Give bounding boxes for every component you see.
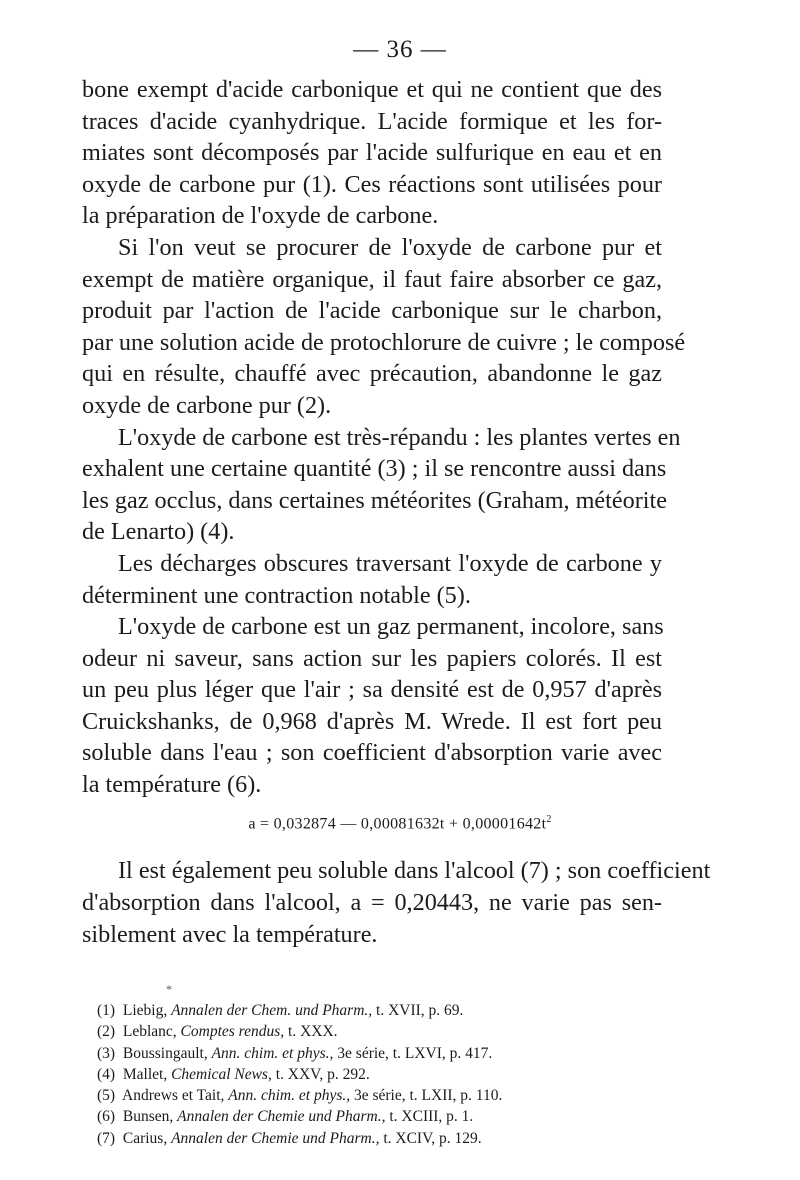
- text-line: oxyde de carbone pur (2).: [82, 391, 332, 419]
- footnote-title: Annalen der Chemie und Pharm.,: [171, 1129, 380, 1147]
- footnote-author: Andrews et Tait,: [122, 1087, 225, 1105]
- footnote-ref: 3e série, t. LXII, p. 110.: [353, 1087, 503, 1105]
- footnote-title: Annalen der Chemie und Pharm.,: [177, 1108, 386, 1126]
- text-line: par une solution acide de protochlorure de cuivre ; le composé: [82, 328, 686, 356]
- footnotes: [97, 1000, 657, 1149]
- text-line: les gaz occlus, dans certaines météorites (Graham, météorite: [82, 486, 667, 514]
- text-line: oxyde de carbone pur (1). Ces réactions sont utilisées pour: [82, 170, 662, 198]
- text-line: Cruickshanks, de 0,968 d'après M. Wrede. Il est fort peu: [82, 707, 662, 735]
- text-line: qui en résulte, chauffé avec précaution, abandonne le gaz: [82, 360, 662, 388]
- text-line: soluble dans l'eau ; son coefficient d'absorption varie avec: [82, 739, 662, 767]
- text-line: exhalent une certaine quantité (3) ; il se rencontre aussi dans: [82, 455, 667, 483]
- footnote-title: Ann. chim. et phys.,: [211, 1044, 334, 1062]
- footnote-author: Mallet,: [122, 1065, 168, 1083]
- text-line: L'oxyde de carbone est un gaz permanent, incolore, sans: [118, 613, 664, 641]
- solubility-formula: [0, 814, 800, 833]
- text-line: bone exempt d'acide carbonique et qui ne contient que des: [82, 76, 662, 103]
- main-text: [82, 74, 686, 801]
- footnote-author: Leblanc,: [122, 1023, 177, 1041]
- footnote-number: (4): [97, 1065, 116, 1083]
- formula-exponent: 2: [546, 814, 552, 825]
- text-line: miates sont décomposés par l'acide sulfurique en eau et en: [82, 139, 662, 167]
- footnote-title: Ann. chim. et phys.,: [228, 1087, 351, 1105]
- footnote-number: (7): [97, 1129, 116, 1147]
- text-line: déterminent une contraction notable (5).: [82, 581, 471, 609]
- paragraph: [82, 422, 681, 548]
- footnote: [97, 1043, 657, 1064]
- footnote-ref: t. XXV, p. 292.: [275, 1065, 370, 1083]
- footnote-author: Carius,: [122, 1129, 168, 1147]
- footnote-ref: t. XXX.: [288, 1023, 338, 1041]
- footnote-title: Annalen der Chem. und Pharm.,: [171, 1002, 373, 1019]
- paragraph: [82, 232, 686, 422]
- footnote-title: Comptes rendus,: [180, 1023, 285, 1041]
- text-line: de Lenarto) (4).: [82, 518, 235, 546]
- text-line: produit par l'action de l'acide carbonique sur le charbon,: [82, 297, 662, 325]
- footnote-author: Bunsen,: [122, 1108, 174, 1126]
- footnote-ref: t. XCIV, p. 129.: [383, 1129, 482, 1147]
- footnote-ref: t. XVII, p. 69.: [376, 1002, 464, 1019]
- footnote-separator-mark: *: [166, 982, 172, 996]
- text-line: L'oxyde de carbone est très-répandu : les plantes vertes en: [118, 423, 681, 451]
- footnote: [97, 1021, 657, 1042]
- footnote-title: Chemical News,: [171, 1065, 272, 1083]
- footnote-ref: t. XCIII, p. 1.: [389, 1108, 474, 1126]
- footnote-number: (5): [97, 1087, 116, 1105]
- paragraph: [82, 74, 662, 232]
- footnote-author: Boussingault,: [122, 1044, 208, 1062]
- paragraph: [82, 548, 662, 611]
- text-line: Il est également peu soluble dans l'alcool (7) ; son coefficient: [118, 857, 711, 884]
- main-text-continued: [82, 855, 711, 951]
- footnote-number: (6): [97, 1108, 116, 1126]
- text-line: un peu plus léger que l'air ; sa densité est de 0,957 d'après: [82, 676, 662, 704]
- text-line: Si l'on veut se procurer de l'oxyde de carbone pur et: [118, 233, 662, 261]
- text-line: traces d'acide cyanhydrique. L'acide formique et les for-: [82, 107, 662, 135]
- footnote: [97, 1128, 657, 1149]
- text-line: exempt de matière organique, il faut faire absorber ce gaz,: [82, 265, 662, 293]
- footnote-ref: 3e série, t. LXVI, p. 417.: [337, 1044, 493, 1062]
- text-line: siblement avec la température.: [82, 921, 378, 948]
- page-number: — 36 —: [353, 36, 447, 63]
- footnote: [97, 1000, 657, 1021]
- formula-text: a = 0,032874 — 0,00081632t + 0,00001642t: [248, 815, 547, 833]
- footnote: [97, 1085, 657, 1106]
- footnote-number: (3): [97, 1044, 116, 1062]
- paragraph: [82, 611, 662, 801]
- text-line: d'absorption dans l'alcool, a = 0,20443, ne varie pas sen-: [82, 889, 662, 916]
- text-line: la température (6).: [82, 771, 262, 799]
- footnote: [97, 1064, 657, 1085]
- text-line: odeur ni saveur, sans action sur les papiers colorés. Il est: [82, 644, 662, 672]
- footnote: [97, 1106, 657, 1127]
- text-line: la préparation de l'oxyde de carbone.: [82, 202, 439, 230]
- footnote-number: (2): [97, 1023, 116, 1041]
- footnote-number: (1): [97, 1002, 116, 1019]
- text-line: Les décharges obscures traversant l'oxyde de carbone y: [118, 549, 662, 577]
- footnote-author: Liebig,: [122, 1002, 168, 1019]
